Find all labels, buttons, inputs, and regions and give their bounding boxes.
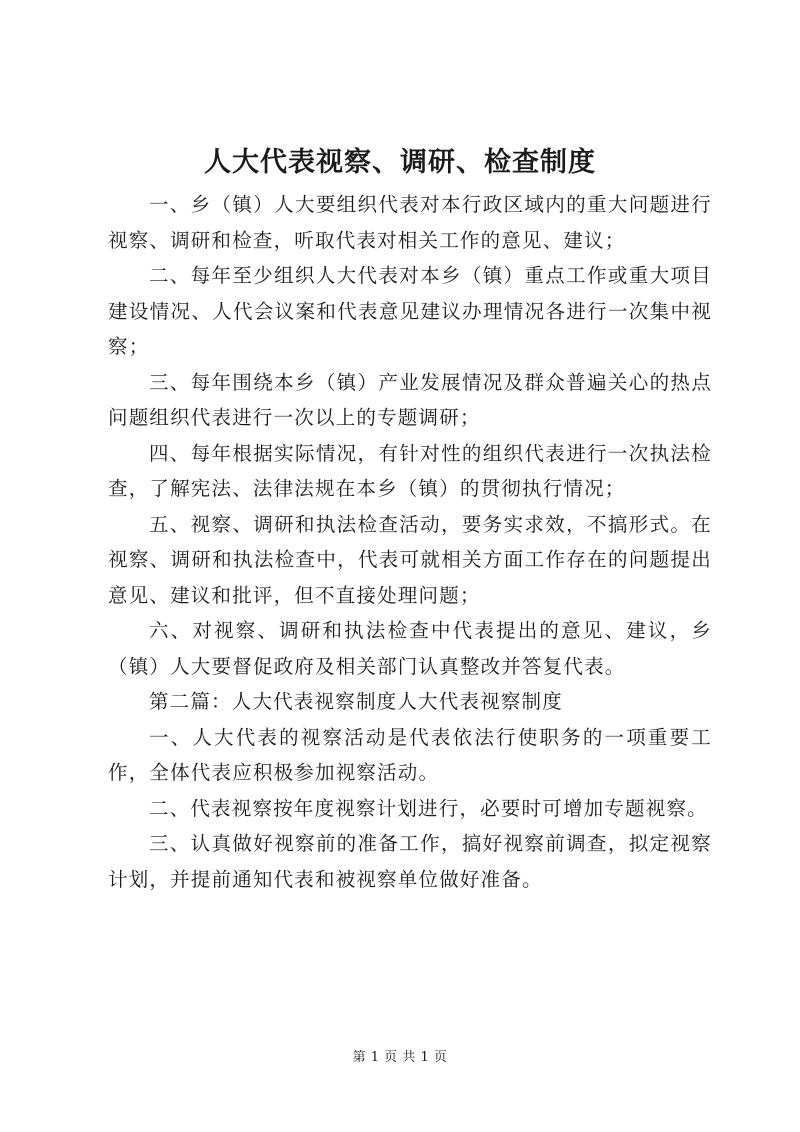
paragraph-9: 三、认真做好视察前的准备工作，搞好视察前调查，拟定视察计划，并提前通知代表和被视察单位做好准备。 — [108, 832, 712, 891]
document-body — [108, 187, 712, 897]
section-heading: 第二篇：人大代表视察制度人大代表视察制度 — [148, 690, 563, 713]
document-title: 人大代表视察、调研、检查制度 — [204, 147, 596, 178]
paragraph-4: 四、每年根据实际情况，有针对性的组织代表进行一次执法检查，了解宪法、法律法规在本乡（镇）的贯彻执行情况； — [108, 441, 712, 500]
paragraph-7: 一、人大代表的视察活动是代表依法行使职务的一项重要工作，全体代表应积极参加视察活动。 — [108, 725, 712, 784]
paragraph-8: 二、代表视察按年度视察计划进行，必要时可增加专题视察。 — [148, 796, 708, 820]
page-footer: 第 1 页 共 1 页 — [352, 1050, 448, 1065]
paragraph-6: 六、对视察、调研和执法检查中代表提出的意见、建议，乡（镇）人大要督促政府及相关部门认真整改并答复代表。 — [108, 619, 712, 678]
paragraph-1: 一、乡（镇）人大要组织代表对本行政区域内的重大问题进行视察、调研和检查，听取代表对相关工作的意见、建议； — [108, 193, 712, 252]
paragraph-3: 三、每年围绕本乡（镇）产业发展情况及群众普遍关心的热点问题组织代表进行一次以上的专题调研； — [108, 370, 712, 429]
paragraph-2: 二、每年至少组织人大代表对本乡（镇）重点工作或重大项目建设情况、人代会议案和代表意见建议办理情况各进行一次集中视察； — [108, 264, 712, 358]
paragraph-5: 五、视察、调研和执法检查活动，要务实求效，不搞形式。在视察、调研和执法检查中，代表可就相关方面工作存在的问题提出意见、建议和批评，但不直接处理问题； — [108, 512, 712, 607]
